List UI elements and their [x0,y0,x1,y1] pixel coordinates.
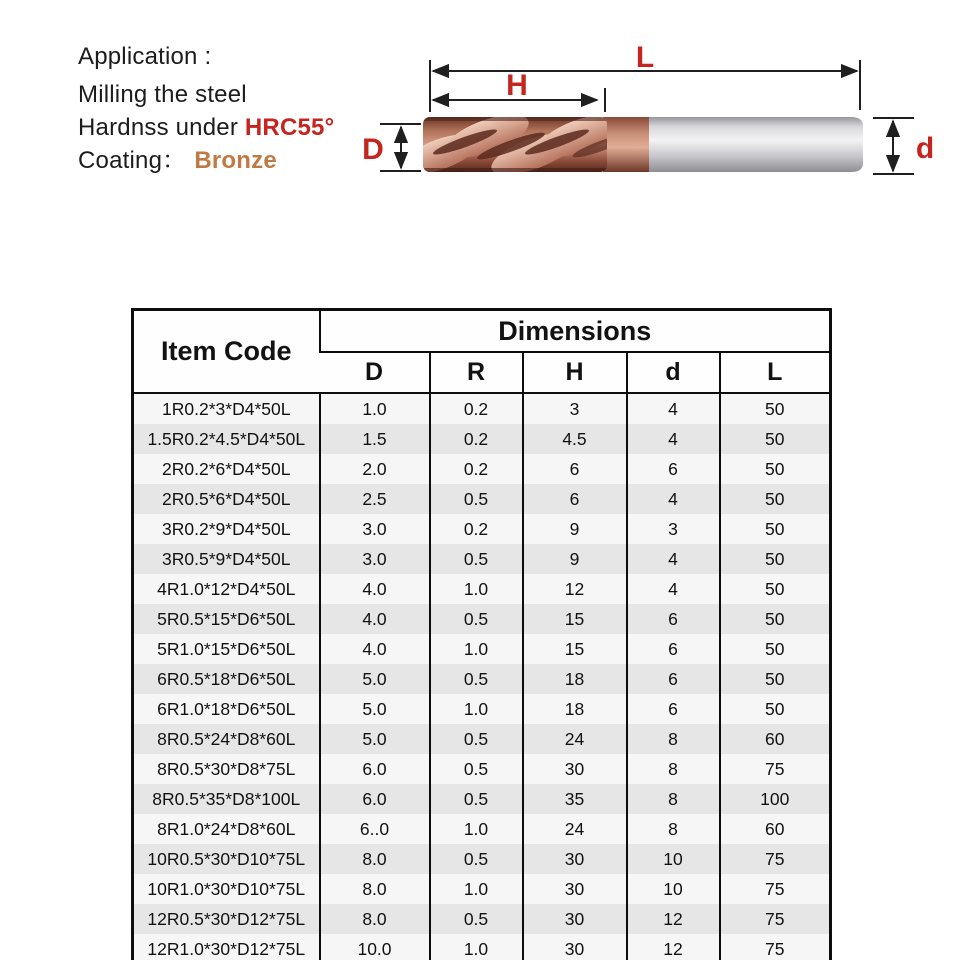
col-header-shank-diameter: d [627,352,720,393]
item-code-cell: 2R0.2*6*D4*50L [133,454,320,484]
dim-D-cell: 6..0 [320,814,430,844]
label-flute-length: H [506,69,528,102]
dim-H-cell: 6 [523,484,627,514]
item-code-header: Item Code [133,310,320,394]
item-code-cell: 1R0.2*3*D4*50L [133,393,320,424]
dim-L-cell: 50 [720,484,831,514]
dim-L-cell: 75 [720,874,831,904]
dim-R-cell: 0.2 [430,424,523,454]
application-coating-line [78,144,334,177]
dim-D-cell: 5.0 [320,724,430,754]
item-code-cell: 6R1.0*18*D6*50L [133,694,320,724]
dim-H-cell: 9 [523,544,627,574]
endmill-dimension-diagram [355,30,960,245]
dim-R-cell: 0.5 [430,754,523,784]
dim-d-cell: 10 [627,874,720,904]
endmill-flutes [398,106,631,183]
spec-table [131,308,832,960]
item-code-cell: 8R0.5*24*D8*60L [133,724,320,754]
col-header-corner-radius: R [430,352,523,393]
dim-H-cell: 24 [523,724,627,754]
dim-D-cell: 3.0 [320,514,430,544]
dim-R-cell: 1.0 [430,574,523,604]
dim-L-cell: 75 [720,904,831,934]
table-row [133,784,831,814]
dim-d-cell: 8 [627,814,720,844]
item-code-cell: 3R0.5*9*D4*50L [133,544,320,574]
table-row [133,694,831,724]
dim-D-cell: 1.0 [320,393,430,424]
dim-R-cell: 0.5 [430,484,523,514]
item-code-cell: 10R1.0*30*D10*75L [133,874,320,904]
table-row [133,724,831,754]
spec-table-header [133,310,831,394]
table-row [133,904,831,934]
table-row [133,754,831,784]
item-code-cell: 8R1.0*24*D8*60L [133,814,320,844]
application-title: Application : [78,43,212,70]
application-info [78,40,334,177]
dim-L-cell: 50 [720,454,831,484]
table-row [133,454,831,484]
dim-d-cell: 4 [627,574,720,604]
label-cutting-diameter: D [362,133,384,166]
dim-d-cell: 3 [627,514,720,544]
dim-H-cell: 35 [523,784,627,814]
dim-R-cell: 1.0 [430,934,523,960]
dim-D-cell: 1.5 [320,424,430,454]
item-code-cell: 8R0.5*35*D8*100L [133,784,320,814]
table-row [133,544,831,574]
dim-H-cell: 30 [523,934,627,960]
dim-R-cell: 0.2 [430,454,523,484]
dim-L-cell: 50 [720,604,831,634]
dim-L-cell: 50 [720,694,831,724]
dim-L-cell: 50 [720,544,831,574]
dim-H-cell: 12 [523,574,627,604]
dim-d-cell: 8 [627,754,720,784]
dim-H-cell: 6 [523,454,627,484]
item-code-cell: 10R0.5*30*D10*75L [133,844,320,874]
dim-L-cell: 75 [720,844,831,874]
dim-D-cell: 6.0 [320,784,430,814]
dim-L-cell: 60 [720,724,831,754]
item-code-cell: 1.5R0.2*4.5*D4*50L [133,424,320,454]
dim-D-cell: 8.0 [320,874,430,904]
dim-H-cell: 3 [523,393,627,424]
table-row [133,844,831,874]
table-row [133,874,831,904]
dim-R-cell: 0.2 [430,514,523,544]
dim-L-cell: 50 [720,393,831,424]
dim-d-cell: 4 [627,484,720,514]
dimensions-header: Dimensions [320,310,831,353]
table-row [133,664,831,694]
dim-D-cell: 3.0 [320,544,430,574]
endmill-illustration [398,106,863,183]
dim-H-cell: 18 [523,694,627,724]
table-row [133,484,831,514]
dim-R-cell: 0.5 [430,844,523,874]
label-overall-length: L [635,41,655,74]
dim-L-cell: 75 [720,754,831,784]
dim-L-cell: 60 [720,814,831,844]
dim-R-cell: 0.5 [430,604,523,634]
dim-R-cell: 0.5 [430,904,523,934]
dim-d-cell: 4 [627,393,720,424]
item-code-cell: 2R0.5*6*D4*50L [133,484,320,514]
dim-D-cell: 4.0 [320,634,430,664]
application-hardness-line [78,111,334,144]
table-row [133,934,831,960]
col-header-flute-length: H [523,352,627,393]
item-code-cell: 5R0.5*15*D6*50L [133,604,320,634]
dim-d-cell: 8 [627,724,720,754]
dim-d-cell: 8 [627,784,720,814]
item-code-cell: 5R1.0*15*D6*50L [133,634,320,664]
item-code-cell: 12R0.5*30*D12*75L [133,904,320,934]
dim-D-cell: 10.0 [320,934,430,960]
hardness-text: Hardnss under [78,114,245,141]
dim-d-cell: 6 [627,634,720,664]
endmill-shank [645,117,863,172]
dim-L-cell: 50 [720,634,831,664]
coating-value: Bronze [194,147,277,174]
dim-d-cell: 6 [627,604,720,634]
dim-D-cell: 2.5 [320,484,430,514]
table-row [133,574,831,604]
dim-R-cell: 0.5 [430,544,523,574]
col-header-overall-length: L [720,352,831,393]
endmill-coated-collar [603,117,649,172]
dim-D-cell: 5.0 [320,664,430,694]
dim-d-cell: 6 [627,664,720,694]
dim-H-cell: 30 [523,904,627,934]
dim-R-cell: 1.0 [430,874,523,904]
dim-H-cell: 15 [523,604,627,634]
dim-H-cell: 30 [523,874,627,904]
item-code-cell: 12R1.0*30*D12*75L [133,934,320,960]
dim-L-cell: 75 [720,934,831,960]
application-use-line: Milling the steel [78,81,247,108]
item-code-cell: 6R0.5*18*D6*50L [133,664,320,694]
dim-d-cell: 6 [627,454,720,484]
table-row [133,604,831,634]
item-code-cell: 8R0.5*30*D8*75L [133,754,320,784]
dim-d-cell: 12 [627,934,720,960]
table-row [133,514,831,544]
dim-d-cell: 10 [627,844,720,874]
dim-H-cell: 24 [523,814,627,844]
dim-L-cell: 50 [720,574,831,604]
dim-d-cell: 12 [627,904,720,934]
label-shank-diameter: d [915,132,935,165]
table-row [133,424,831,454]
dim-d-cell: 4 [627,544,720,574]
dim-H-cell: 30 [523,754,627,784]
dim-H-cell: 15 [523,634,627,664]
dim-D-cell: 4.0 [320,574,430,604]
dim-R-cell: 0.5 [430,664,523,694]
dim-R-cell: 1.0 [430,634,523,664]
dim-L-cell: 50 [720,664,831,694]
table-row [133,393,831,424]
dim-H-cell: 9 [523,514,627,544]
dim-D-cell: 4.0 [320,604,430,634]
dim-L-cell: 50 [720,514,831,544]
item-code-cell: 3R0.2*9*D4*50L [133,514,320,544]
spec-table-body [133,393,831,960]
dim-R-cell: 1.0 [430,694,523,724]
col-header-cutting-diameter: D [320,352,430,393]
dim-R-cell: 0.5 [430,724,523,754]
dim-R-cell: 0.5 [430,784,523,814]
dim-H-cell: 30 [523,844,627,874]
dim-R-cell: 0.2 [430,393,523,424]
dim-L-cell: 50 [720,424,831,454]
dim-H-cell: 4.5 [523,424,627,454]
dim-H-cell: 18 [523,664,627,694]
dim-d-cell: 6 [627,694,720,724]
dim-D-cell: 8.0 [320,904,430,934]
item-code-cell: 4R1.0*12*D4*50L [133,574,320,604]
dim-d-cell: 4 [627,424,720,454]
dim-L-cell: 100 [720,784,831,814]
dim-R-cell: 1.0 [430,814,523,844]
dim-D-cell: 6.0 [320,754,430,784]
dim-D-cell: 8.0 [320,844,430,874]
dim-D-cell: 2.0 [320,454,430,484]
dim-D-cell: 5.0 [320,694,430,724]
table-row [133,814,831,844]
coating-text: Coating： [78,147,187,174]
table-row [133,634,831,664]
hardness-value: HRC55° [244,114,335,141]
